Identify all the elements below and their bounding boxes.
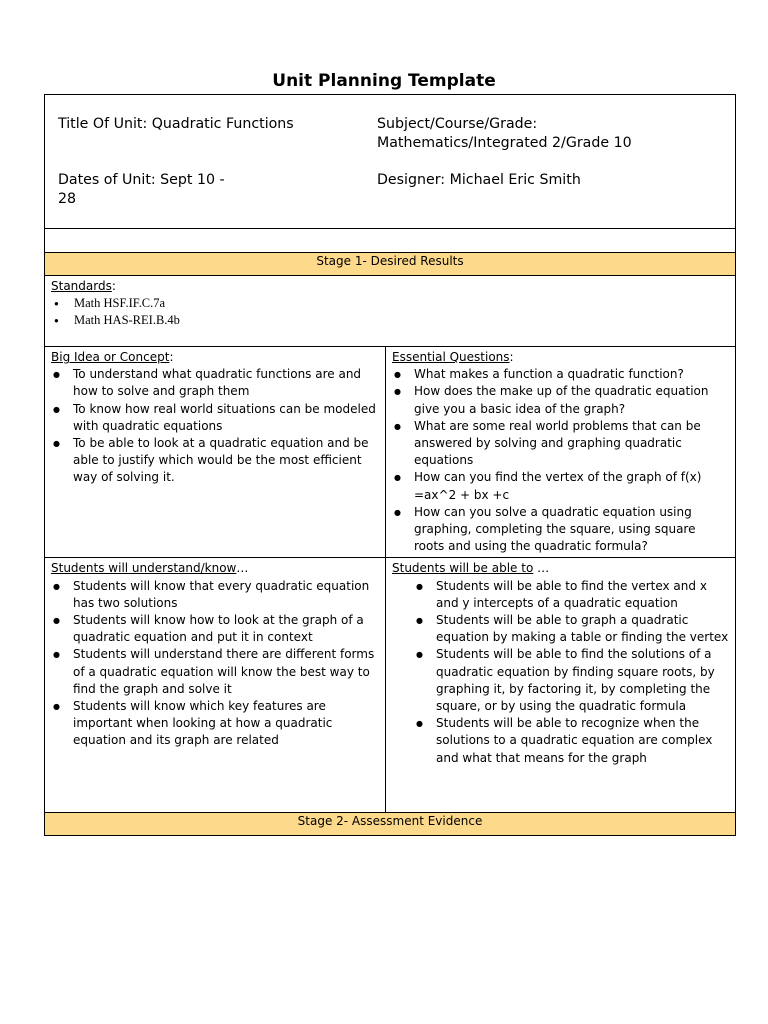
unit-title: Title Of Unit: Quadratic Functions <box>58 116 294 132</box>
essential-questions-list <box>392 366 729 555</box>
list-item: ● How can you solve a quadratic equation using graphing, completing the square, using square roots and using the quadratic formula? <box>392 504 729 556</box>
stage-2-header: Stage 2- Assessment Evidence <box>45 813 736 836</box>
standards-list <box>51 295 729 329</box>
list-item: ● Students will understand there are different forms of a quadratic equation will know the best way to find the graph and solve it <box>51 646 379 698</box>
understand-list <box>51 578 379 750</box>
subject-value: Mathematics/Integrated 2/Grade 10 <box>377 135 632 151</box>
list-item: ● Students will be able to graph a quadratic equation by making a table or finding the vertex <box>392 612 729 646</box>
list-item: ● What makes a function a quadratic function? <box>392 366 729 383</box>
essential-questions-heading: Essential Questions <box>392 350 510 364</box>
standards-heading: Standards <box>51 279 112 293</box>
designer: Designer: Michael Eric Smith <box>377 172 581 188</box>
understand-section <box>45 558 386 813</box>
list-item: ● Students will be able to recognize when the solutions to a quadratic equation are complex and what that means for the graph <box>392 715 729 767</box>
list-item: ● Math HAS-REI.B.4b <box>51 312 729 329</box>
understand-heading: Students will understand/know <box>51 561 237 576</box>
list-item: ● Students will be able to find the vertex and x and y intercepts of a quadratic equation <box>392 578 729 612</box>
dates-of-unit-continued: 28 <box>58 191 77 207</box>
document-title: Unit Planning Template <box>272 71 496 91</box>
able-to-heading: Students will be able to <box>392 561 534 576</box>
list-item: ● Students will know how to look at the graph of a quadratic equation and put it in context <box>51 612 379 646</box>
dates-of-unit: Dates of Unit: Sept 10 - <box>58 172 225 188</box>
list-item: ● What are some real world problems that can be answered by solving and graphing quadratic equations <box>392 418 729 470</box>
list-item: ● To know how real world situations can be modeled with quadratic equations <box>51 401 379 435</box>
list-item: ● Students will know which key features are important when looking at how a quadratic equation and its graph are related <box>51 698 379 750</box>
list-item: ● Students will know that every quadratic equation has two solutions <box>51 578 379 612</box>
big-idea-heading: Big Idea or Concept <box>51 350 170 364</box>
big-idea-list <box>51 366 379 486</box>
essential-questions-section: Essential Questions: ● What makes a function a quadratic function? ● How does the make up of the quadratic equation give you a basic idea of the graph? ● What are some real world problems that can be answered by solving and graphing quadratic equations ● How can you find the vertex of the graph of f(x) =ax^2 + bx +c ● How can you solve a quadratic equation using graphing, completing the square, using square roots and using the quadratic formula? <box>386 347 736 558</box>
standards-section: Standards: ● Math HSF.IF.C.7a ● Math HAS-REI.B.4b <box>45 276 736 347</box>
stage-1-header: Stage 1- Desired Results <box>45 253 736 276</box>
planning-table <box>44 94 736 836</box>
subject-label: Subject/Course/Grade: <box>377 116 538 132</box>
able-to-heading-ellipsis: … <box>533 561 550 576</box>
list-item: ● How does the make up of the quadratic equation give you a basic idea of the graph? <box>392 383 729 417</box>
list-item: ● How can you find the vertex of the graph of f(x) =ax^2 + bx +c <box>392 469 729 503</box>
understand-heading-ellipsis: … <box>236 561 249 576</box>
able-to-list <box>392 578 729 767</box>
list-item: ● To understand what quadratic functions are and how to solve and graph them <box>51 366 379 400</box>
able-to-section <box>386 558 736 813</box>
list-item: ● Students will be able to find the solutions of a quadratic equation by finding square roots, by graphing it, by factoring it, by completing the square, or by using the quadratic formula <box>392 646 729 715</box>
big-idea-section: Big Idea or Concept: ● To understand what quadratic functions are and how to solve and graph them ● To know how real world situations can be modeled with quadratic equations ● To be able to look at a quadratic equation and be able to justify which would be the most efficient way of solving it. <box>45 347 386 558</box>
unit-header <box>45 95 736 229</box>
list-item: ● Math HSF.IF.C.7a <box>51 295 729 312</box>
list-item: ● To be able to look at a quadratic equation and be able to justify which would be the most efficient way of solving it. <box>51 435 379 487</box>
spacer-row <box>45 229 736 253</box>
